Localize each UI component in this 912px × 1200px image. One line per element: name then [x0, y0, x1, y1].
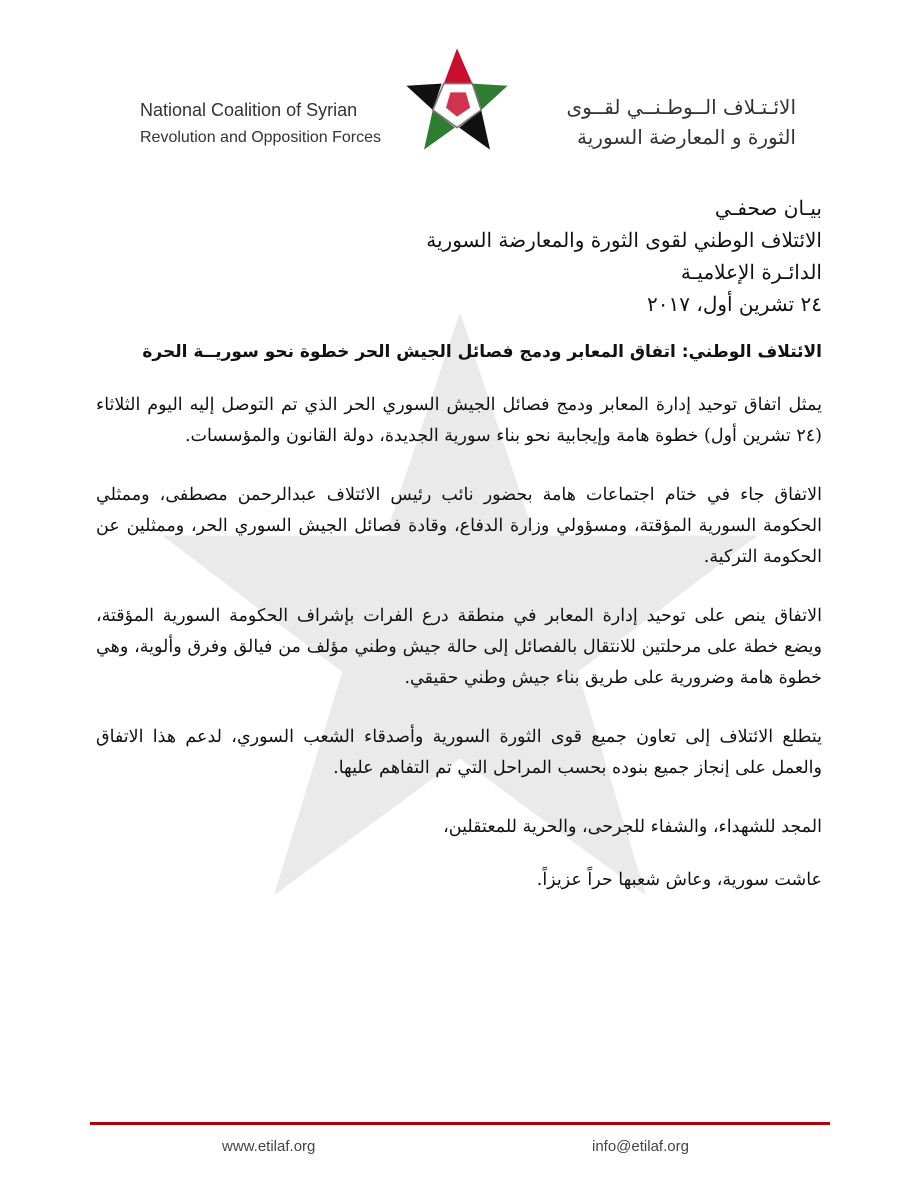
- paragraph-1: يمثل اتفاق توحيد إدارة المعابر ودمج فصائل الجيش السوري الحر الذي تم التوصل إليه اليوم الثلاثاء (٢٤ تشرين أول) خطوة هامة وإيجابية نحو بناء سورية الجديدة، دولة القانون والمؤسسات.: [96, 395, 822, 446]
- footer-divider: [90, 1122, 830, 1125]
- paragraph-2: الاتفاق جاء في ختام اجتماعات هامة بحضور نائب رئيس الائتلاف عبدالرحمن مصطفى، وممثلي الحكومة السورية المؤقتة، ومسؤولي وزارة الدفاع، وقادة فصائل الجيش السوري الحر، وممثلين عن الحكومة التركية.: [96, 485, 822, 567]
- footer-email-link[interactable]: info@etilaf.org: [592, 1138, 689, 1155]
- footer-website-link[interactable]: www.etilaf.org: [222, 1138, 316, 1155]
- header-arabic: [516, 92, 796, 152]
- paragraph-3: الاتفاق ينص على توحيد إدارة المعابر في منطقة درع الفرات بإشراف الحكومة السورية المؤقتة، ويضع خطة على مرحلتين للانتقال بالفصائل إلى حالة جيش وطني مؤلف من فيالق وفرق وألوية، وهي خطوة هامة وضرورية على طريق بناء جيش وطني حقيقي.: [96, 606, 822, 688]
- press-date: ٢٤ تشرين أول، ٢٠١٧: [647, 292, 822, 316]
- document-body: [96, 390, 822, 918]
- header-english-line1: National Coalition of Syrian: [140, 100, 358, 120]
- header-arabic-line2: الثورة و المعارضة السورية: [577, 125, 796, 149]
- press-org: الائتلاف الوطني لقوى الثورة والمعارضة السورية: [426, 228, 822, 252]
- closing-line-2: عاشت سورية، وعاش شعبها حراً عزيزاً.: [536, 870, 822, 890]
- page-title: الائتلاف الوطني: اتفاق المعابر ودمج فصائل الجيش الحر خطوة نحو سوريــة الحرة: [142, 342, 822, 362]
- paragraph-4: يتطلع الائتلاف إلى تعاون جميع قوى الثورة السورية وأصدقاء الشعب السوري، لدعم هذا الاتفاق والعمل على إنجاز جميع بنوده بحسب المراحل التي تم التفاهم عليها.: [96, 727, 822, 778]
- header-english: [140, 96, 381, 152]
- closing-line-1: المجد للشهداء، والشفاء للجرحى، والحرية للمعتقلين،: [443, 817, 822, 837]
- press-info: [322, 192, 822, 320]
- header-arabic-line1: الائـتـلاف الــوطـنــي لقــوى: [566, 95, 796, 119]
- press-type: بيـان صحفـي: [714, 196, 822, 220]
- coalition-star-logo-icon: [402, 44, 512, 154]
- press-department: الدائـرة الإعلاميـة: [680, 260, 822, 284]
- header-english-line2: Revolution and Opposition Forces: [140, 129, 382, 146]
